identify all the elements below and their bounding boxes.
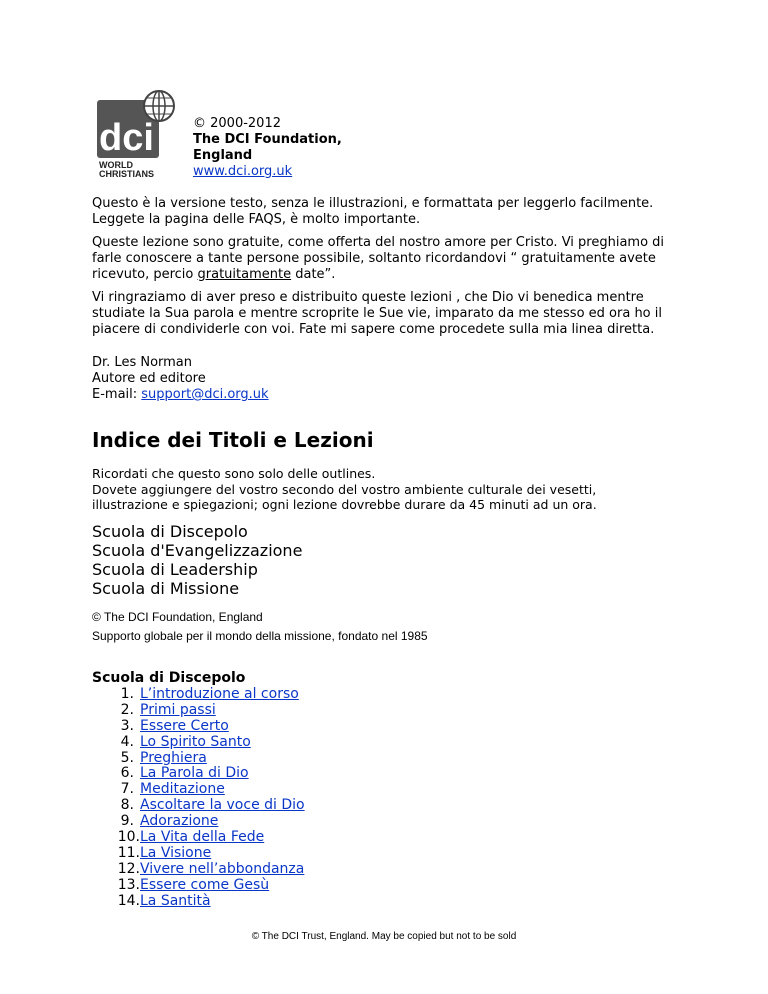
- school-item: Scuola di Discepolo: [92, 522, 248, 541]
- school-item: Scuola di Missione: [92, 579, 240, 598]
- toc-item: [92, 703, 305, 719]
- toc-item-link[interactable]: Essere Certo: [140, 717, 229, 734]
- toc-item-number: 6.: [120, 765, 134, 782]
- email-link[interactable]: support@dci.org.uk: [141, 387, 269, 402]
- toc-heading: Scuola di Discepolo: [92, 670, 246, 686]
- toc-item-number: 9.: [120, 813, 134, 830]
- toc-item: [92, 878, 305, 894]
- table-of-contents: [92, 671, 305, 910]
- school-item: Scuola d'Evangelizzazione: [92, 541, 303, 560]
- school-item: Scuola di Leadership: [92, 560, 258, 579]
- toc-item-link[interactable]: Meditazione: [140, 781, 225, 798]
- toc-item-link[interactable]: Lo Spirito Santo: [140, 733, 251, 750]
- toc-item-link[interactable]: La Visione: [140, 844, 212, 861]
- toc-item-number: 3.: [120, 717, 134, 734]
- author-block: Dr. Les Norman Autore ed editore E-mail: support@dci.org.uk: [92, 355, 269, 402]
- svg-text:CHRISTIANS: CHRISTIANS: [99, 169, 155, 178]
- dci-world-christians-logo: [95, 86, 177, 178]
- toc-item: [92, 830, 305, 846]
- author-role: Autore ed editore: [92, 371, 206, 386]
- copyright-years: © 2000-2012: [193, 116, 281, 131]
- toc-item-number: 11.: [117, 844, 140, 861]
- intro-paragraph-3: Vi ringraziamo di aver preso e distribuito queste lezioni , che Dio vi benedica mentre studiate la Sua parola e mentre scroprite le Sue vie, imparato da me stesso ed ora ho il piacere di condividerle con voi. Fate mi sapere come procedete sulla mia linea diretta.: [92, 290, 662, 337]
- toc-item-link[interactable]: L’introduzione al corso: [140, 685, 299, 702]
- toc-item-number: 1.: [120, 685, 134, 702]
- toc-item: [92, 751, 305, 767]
- toc-item: [92, 719, 305, 735]
- toc-list: [92, 687, 305, 910]
- website-link[interactable]: www.dci.org.uk: [193, 164, 293, 179]
- toc-item-link[interactable]: Primi passi: [140, 701, 216, 718]
- svg-text:WORLD: WORLD: [99, 160, 133, 170]
- toc-item: [92, 894, 305, 910]
- toc-item: [92, 687, 305, 703]
- toc-item: [92, 846, 305, 862]
- toc-item-link[interactable]: La Vita della Fede: [140, 829, 265, 846]
- toc-item: [92, 766, 305, 782]
- toc-item-link[interactable]: La Parola di Dio: [140, 765, 249, 782]
- toc-item-link[interactable]: Preghiera: [140, 749, 207, 766]
- toc-item-link[interactable]: Adorazione: [140, 813, 219, 830]
- toc-item-number: 13.: [117, 876, 140, 893]
- intro-paragraph-1: Questo è la versione testo, senza le illustrazioni, e formattata per leggerlo facilmente. Leggete la pagina delle FAQS, è molto importante.: [92, 196, 654, 227]
- toc-item-number: 12.: [117, 860, 140, 877]
- index-notes: Ricordati che questo sono solo delle outlines. Dovete aggiungere del vostro secondo del vostro ambiente culturale dei vesetti, illustrazione e spiegazioni; ogni lezione dovrebbe durare da 45 minuti ad un ora.: [92, 466, 597, 512]
- toc-item: [92, 782, 305, 798]
- toc-item-link[interactable]: Essere come Gesù: [140, 876, 270, 893]
- toc-item-number: 14.: [117, 892, 140, 909]
- org-country: England: [193, 148, 253, 163]
- index-title: Indice dei Titoli e Lezioni: [92, 428, 374, 452]
- page-footer: © The DCI Trust, England. May be copied but not to be sold: [251, 931, 517, 942]
- toc-item-number: 8.: [120, 797, 134, 814]
- toc-item-number: 7.: [120, 781, 134, 798]
- school-list: [92, 522, 302, 598]
- toc-item-number: 4.: [120, 733, 134, 750]
- foundation-tagline: Supporto globale per il mondo della missione, fondato nel 1985: [92, 629, 428, 643]
- toc-item: [92, 735, 305, 751]
- intro-paragraph-2: Queste lezione sono gratuite, come offerta del nostro amore per Cristo. Vi preghiamo di farle conoscere a tante persone possibile, soltanto ricordandovi “ gratuitamente avete ricevuto, percio gratuitamente date”.: [92, 235, 665, 282]
- author-name: Dr. Les Norman: [92, 355, 193, 370]
- logo-letters: dci: [99, 117, 154, 159]
- toc-item: [92, 814, 305, 830]
- toc-item: [92, 798, 305, 814]
- toc-item-link[interactable]: Ascoltare la voce di Dio: [140, 797, 305, 814]
- toc-item-number: 2.: [120, 701, 134, 718]
- org-name: The DCI Foundation,: [193, 132, 342, 147]
- toc-item: [92, 862, 305, 878]
- foundation-copyright: © The DCI Foundation, England: [92, 610, 263, 624]
- copyright-block: [193, 116, 342, 180]
- toc-item-number: 5.: [120, 749, 134, 766]
- toc-item-link[interactable]: La Santità: [140, 892, 211, 909]
- toc-item-link[interactable]: Vivere nell’abbondanza: [140, 860, 305, 877]
- toc-item-number: 10.: [117, 829, 140, 846]
